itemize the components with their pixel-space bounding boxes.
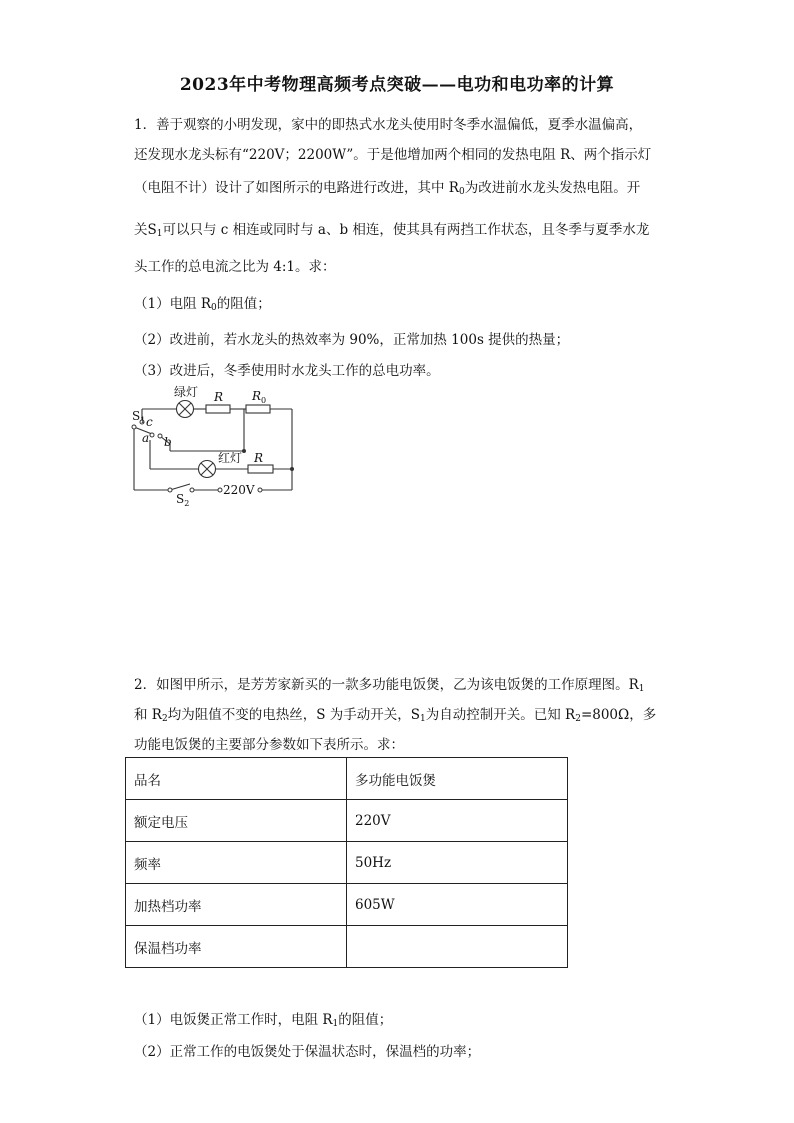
q2-part-2: （2）正常工作的电饭煲处于保温状态时，保温档的功率； xyxy=(134,1044,481,1060)
q1-part-2: （2）改进前，若水龙头的热效率为 90%，正常加热 100s 提供的热量； xyxy=(134,332,570,348)
q1-line-4a: 关S xyxy=(134,222,157,238)
q1-line-5: 头工作的总电流之比为 4:1。求： xyxy=(134,259,336,275)
q1-line-3a: （电阻不计）设计了如图所示的电路进行改进，其中 R xyxy=(134,180,459,196)
table-cell: 加热档功率 xyxy=(126,884,347,926)
q1-line-1: 1．善于观察的小明发现，家中的即热式水龙头使用时冬季水温偏低，夏季水温偏高， xyxy=(134,117,643,133)
params-table xyxy=(125,757,568,968)
table-row xyxy=(126,884,568,926)
q2-line-2a: 和 R xyxy=(134,707,162,723)
s1-label-sub: 1 xyxy=(140,416,146,425)
s2-label-sub: 2 xyxy=(184,499,190,508)
q2-part-1b: 的阻值； xyxy=(338,1012,393,1028)
q2-line-2 xyxy=(134,703,656,724)
q1-line-2: 还发现水龙头标有“220V；2200W”。于是他增加两个相同的发热电阻 R、两个指示灯 xyxy=(134,147,652,163)
q1-line-3-sub: 0 xyxy=(458,187,465,197)
q2-line-2b: 均为阻值不变的电热丝，S 为手动开关，S xyxy=(167,707,420,723)
circuit-diagram xyxy=(130,380,310,510)
voltage-label: 220V xyxy=(223,483,255,497)
q1-part-3: （3）改进后，冬季使用时水龙头工作的总电功率。 xyxy=(134,363,440,379)
r-label-top: R xyxy=(214,390,224,404)
table-cell: 保温档功率 xyxy=(126,926,347,968)
q2-part-1a: （1）电饭煲正常工作时，电阻 R xyxy=(134,1012,333,1028)
q1-line-4b: 可以只与 c 相连或同时与 a、b 相连，使其具有两挡工作状态，且冬季与夏季水龙 xyxy=(162,222,650,238)
r0-label-sub: 0 xyxy=(261,396,267,405)
q1-line-4 xyxy=(134,218,649,239)
q2-line-2d: =800Ω，多 xyxy=(580,707,657,723)
q2-line-1a: 2．如图甲所示，是芳芳家新买的一款多功能电饭煲，乙为该电饭煲的工作原理图。R xyxy=(134,677,639,693)
contact-b-label: b xyxy=(164,435,172,449)
table-cell: 额定电压 xyxy=(126,800,347,842)
r0-label xyxy=(251,389,266,405)
q1-line-4-sub: 1 xyxy=(156,229,163,239)
r0-label-main: R xyxy=(252,389,262,403)
r-label-bottom: R xyxy=(254,451,264,465)
green-lamp-label: 绿灯 xyxy=(174,385,199,399)
table-cell: 频率 xyxy=(126,842,347,884)
q2-part-1 xyxy=(134,1008,392,1029)
table-row xyxy=(126,800,568,842)
table-row xyxy=(126,758,568,800)
q1-line-3 xyxy=(134,176,640,197)
q2-line-2-sub3: 2 xyxy=(575,714,581,724)
q2-line-2c: 为自动控制开关。已知 R xyxy=(425,707,576,723)
q2-line-1 xyxy=(134,673,645,694)
table-cell xyxy=(347,926,568,968)
table-cell: 50Hz xyxy=(347,842,568,884)
table-cell: 品名 xyxy=(126,758,347,800)
contact-a-label: a xyxy=(142,431,150,445)
q2-part-1-sub: 1 xyxy=(332,1019,339,1029)
table-cell: 220V xyxy=(347,800,568,842)
s1-label xyxy=(132,409,145,425)
table-cell: 多功能电饭煲 xyxy=(347,758,568,800)
s2-label-main: S xyxy=(176,492,185,506)
s2-label xyxy=(176,492,189,508)
q1-line-3b: 为改进前水龙头发热电阻。开 xyxy=(464,180,641,196)
q1-part-1-sub: 0 xyxy=(211,303,217,313)
table-row xyxy=(126,926,568,968)
table-cell: 605W xyxy=(347,884,568,926)
q1-part-1b: 的阻值； xyxy=(216,296,271,312)
q2-line-1-sub: 1 xyxy=(638,684,645,694)
q2-line-2-sub1: 2 xyxy=(161,714,168,724)
q2-line-2-sub2: 1 xyxy=(420,714,426,724)
s1-label-main: S xyxy=(132,409,141,423)
table-row xyxy=(126,842,568,884)
page-title: 2023年中考物理高频考点突破——电功和电功率的计算 xyxy=(179,75,615,95)
q2-line-3: 功能电饭煲的主要部分参数如下表所示。求： xyxy=(134,737,404,753)
red-lamp-label: 红灯 xyxy=(218,451,243,465)
q1-part-1a: （1）电阻 R xyxy=(134,296,212,312)
q1-part-1 xyxy=(134,292,271,313)
contact-c-label: c xyxy=(146,415,153,429)
